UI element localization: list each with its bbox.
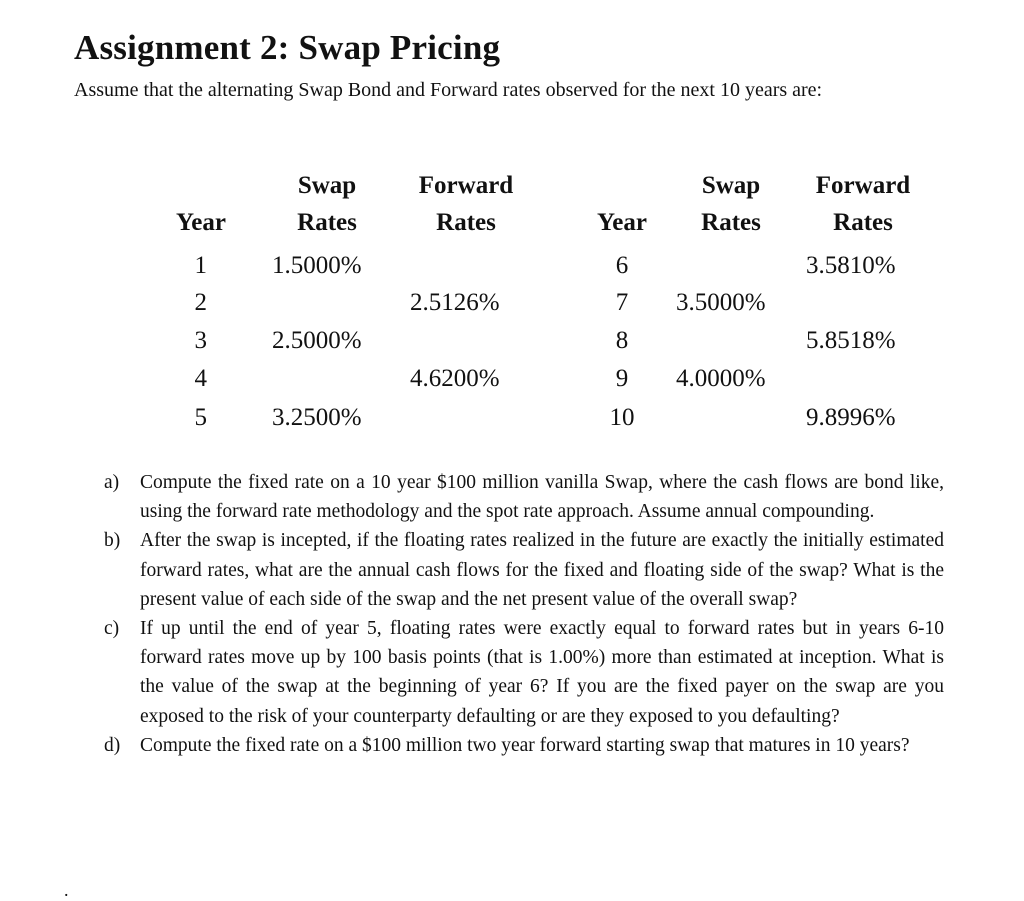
right-row-year: 9 — [615, 365, 629, 392]
left-row-year: 5 — [194, 404, 207, 431]
left-header-swap-rates: Rates — [297, 209, 357, 236]
left-header-year: Year — [176, 209, 226, 236]
right-header-swap: Swap — [701, 172, 761, 199]
question-d — [104, 731, 944, 760]
right-row-swap: 3.5000% — [676, 289, 766, 316]
right-row-year: 10 — [609, 404, 635, 431]
right-row-year: 8 — [615, 327, 629, 354]
question-text: If up until the end of year 5, floating rates were exactly equal to forward rates but in years 6-10 forward rates move up by 100 basis points (that is 1.00%) more than estimated at inception. What is the value of the swap at the beginning of year 6? If you are the fixed payer on the swap are you exposed to the risk of your counterparty defaulting or are they exposed to you defaulting? — [140, 618, 944, 727]
question-a — [104, 468, 944, 526]
left-header-swap: Swap — [297, 172, 357, 199]
footer-mark: . — [64, 880, 69, 900]
intro-text: Assume that the alternating Swap Bond and Forward rates observed for the next 10 years are: — [74, 79, 823, 101]
question-b — [104, 526, 944, 614]
question-label: c) — [104, 618, 120, 640]
assignment-title: Assignment 2: Swap Pricing — [74, 28, 501, 67]
right-row-forward: 5.8518% — [806, 327, 896, 354]
right-header-swap-rates: Rates — [701, 209, 761, 236]
left-row-year: 2 — [194, 289, 207, 316]
left-header-forward-rates: Rates — [436, 209, 496, 236]
right-row-forward: 3.5810% — [806, 252, 896, 279]
left-row-forward: 2.5126% — [410, 289, 500, 316]
left-row-swap: 2.5000% — [272, 327, 362, 354]
question-label: a) — [104, 472, 120, 493]
left-row-year: 4 — [194, 365, 207, 392]
left-row-swap: 3.2500% — [272, 404, 362, 431]
question-text: Compute the fixed rate on a 10 year $100 million vanilla Swap, where the cash flows are bond like, using the forward rate methodology and the spot rate approach. Assume annual compounding. — [140, 472, 944, 523]
question-list — [104, 468, 944, 760]
left-row-forward: 4.6200% — [410, 365, 500, 392]
right-row-year: 7 — [615, 289, 629, 316]
right-header-year: Year — [597, 209, 647, 236]
right-header-forward: Forward — [815, 172, 911, 199]
left-row-year: 3 — [194, 327, 207, 354]
right-row-swap: 4.0000% — [676, 365, 766, 392]
right-row-year: 6 — [615, 252, 629, 279]
right-header-forward-rates: Rates — [833, 209, 893, 236]
question-text: Compute the fixed rate on a $100 million two year forward starting swap that matures in 10 years? — [140, 734, 910, 756]
question-text: After the swap is incepted, if the floating rates realized in the future are exactly the initially estimated forward rates, what are the annual cash flows for the fixed and floating side of the swap? What is the present value of each side of the swap and the net present value of the overall swap? — [140, 530, 944, 610]
question-c — [104, 614, 944, 731]
question-label: d) — [104, 734, 121, 756]
left-row-year: 1 — [194, 252, 207, 279]
question-label: b) — [104, 530, 121, 552]
left-row-swap: 1.5000% — [272, 252, 362, 279]
right-row-forward: 9.8996% — [806, 404, 896, 431]
left-header-forward: Forward — [418, 172, 514, 199]
